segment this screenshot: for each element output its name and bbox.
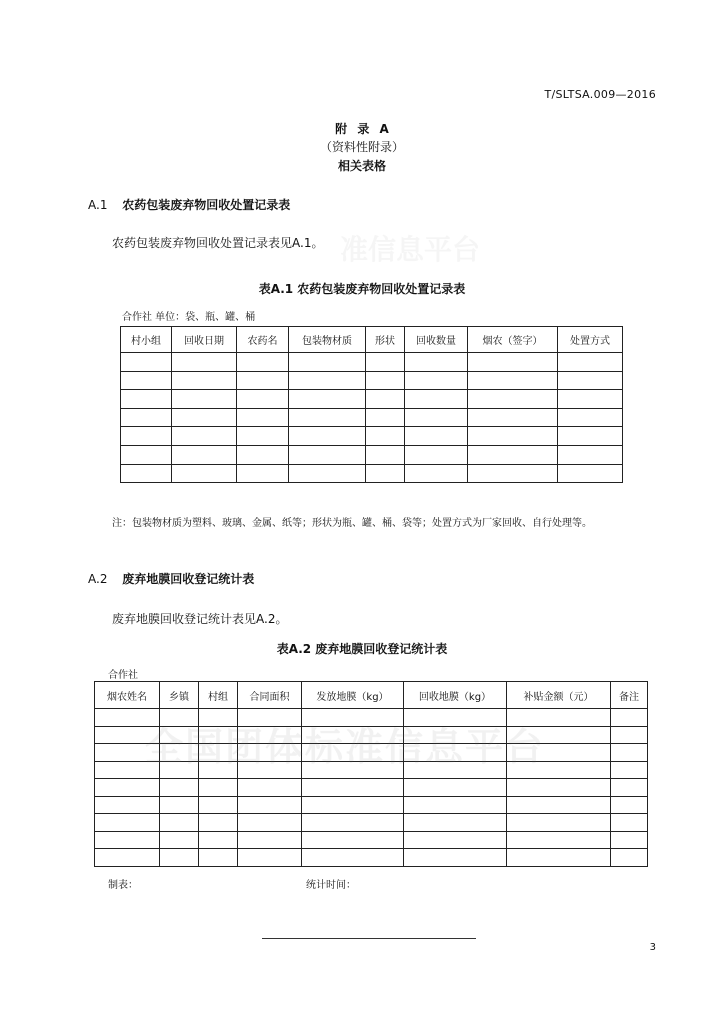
table-cell — [238, 849, 302, 867]
table-cell — [366, 371, 405, 390]
column-header: 村组 — [199, 682, 238, 709]
table-cell — [237, 353, 289, 372]
table-row — [121, 464, 623, 483]
table-cell — [289, 445, 366, 464]
column-header: 回收日期 — [172, 327, 237, 353]
table-cell — [302, 814, 404, 832]
table-cell — [121, 445, 172, 464]
section-a1-title: 农药包装废弃物回收处置记录表 — [122, 198, 291, 212]
column-header: 烟农姓名 — [95, 682, 160, 709]
table-row — [95, 849, 648, 867]
table-cell — [611, 814, 648, 832]
table-cell — [507, 779, 611, 797]
table-cell — [199, 779, 238, 797]
table-a2-subheader: 合作社 — [108, 670, 138, 681]
section-a2-title: 废弃地膜回收登记统计表 — [122, 572, 255, 586]
table-cell — [366, 353, 405, 372]
table-cell — [160, 779, 199, 797]
section-a1-heading — [88, 196, 290, 213]
table-cell — [172, 408, 237, 427]
table-cell — [172, 427, 237, 446]
table-cell — [611, 831, 648, 849]
table-cell — [95, 796, 160, 814]
table-cell — [404, 779, 507, 797]
column-header: 处置方式 — [558, 327, 623, 353]
table-cell — [160, 796, 199, 814]
table-cell — [302, 796, 404, 814]
table-cell — [237, 390, 289, 409]
table-row — [121, 408, 623, 427]
table-cell — [172, 371, 237, 390]
table-cell — [289, 427, 366, 446]
table-cell — [468, 390, 558, 409]
table-cell — [404, 814, 507, 832]
table-row — [121, 390, 623, 409]
table-a2-body — [95, 682, 648, 867]
table-cell — [160, 849, 199, 867]
appendix-name: 相关表格 — [337, 159, 386, 173]
table-cell — [172, 353, 237, 372]
table-cell — [558, 390, 623, 409]
table-cell — [468, 353, 558, 372]
section-a2-number: A.2 — [88, 572, 108, 586]
appendix-title: 附 录 A — [335, 122, 389, 136]
table-cell — [199, 849, 238, 867]
table-cell — [405, 427, 468, 446]
column-header: 备注 — [611, 682, 648, 709]
table-a1-caption: 表A.1 农药包装废弃物回收处置记录表 — [258, 282, 466, 296]
watermark-partial: 准信息平台 — [340, 233, 481, 266]
table-cell — [468, 427, 558, 446]
appendix-type: （资料性附录） — [319, 140, 404, 154]
table-cell — [366, 408, 405, 427]
table-cell — [237, 371, 289, 390]
column-header: 补贴金额（元） — [507, 682, 611, 709]
table-cell — [172, 464, 237, 483]
table-cell — [121, 408, 172, 427]
table-cell — [302, 849, 404, 867]
table-cell — [611, 744, 648, 762]
table-cell — [404, 796, 507, 814]
table-cell — [404, 831, 507, 849]
table-a1-note: 注：包装物材质为塑料、玻璃、金属、纸等；形状为瓶、罐、桶、袋等；处置方式为厂家回收、自行处理等。 — [112, 518, 592, 529]
column-header: 回收数量 — [405, 327, 468, 353]
section-a2-paragraph: 废弃地膜回收登记统计表见A.2。 — [112, 612, 288, 626]
section-a2-heading — [88, 570, 254, 587]
table-cell — [238, 814, 302, 832]
table-cell — [289, 408, 366, 427]
table-cell — [237, 427, 289, 446]
table-row — [121, 353, 623, 372]
table-cell — [302, 831, 404, 849]
table-cell — [366, 464, 405, 483]
table-a2 — [94, 681, 648, 867]
column-header: 包装物材质 — [289, 327, 366, 353]
table-cell — [405, 464, 468, 483]
table-cell — [238, 831, 302, 849]
column-header: 合同面积 — [238, 682, 302, 709]
table-cell — [611, 779, 648, 797]
column-header: 回收地膜（kg） — [404, 682, 507, 709]
table-row — [95, 814, 648, 832]
table-cell — [468, 445, 558, 464]
table-cell — [237, 408, 289, 427]
table-a1 — [120, 326, 623, 483]
table-cell — [366, 427, 405, 446]
table-cell — [611, 796, 648, 814]
table-cell — [238, 796, 302, 814]
table-cell — [366, 390, 405, 409]
table-cell — [289, 464, 366, 483]
table-cell — [172, 390, 237, 409]
table-a2-date-label: 统计时间： — [306, 880, 356, 891]
column-header: 农药名 — [237, 327, 289, 353]
table-a2-caption: 表A.2 废弃地膜回收登记统计表 — [276, 642, 448, 656]
table-cell — [289, 371, 366, 390]
table-cell — [199, 796, 238, 814]
table-cell — [238, 779, 302, 797]
table-cell — [611, 726, 648, 744]
table-row — [121, 445, 623, 464]
table-a2-maker-label: 制表： — [108, 880, 138, 891]
page-number: 3 — [649, 942, 656, 953]
table-a1-body — [121, 327, 623, 483]
table-cell — [611, 761, 648, 779]
table-cell — [558, 464, 623, 483]
table-cell — [404, 849, 507, 867]
table-cell — [160, 831, 199, 849]
table-cell — [121, 464, 172, 483]
table-cell — [558, 427, 623, 446]
table-cell — [121, 371, 172, 390]
table-cell — [95, 779, 160, 797]
table-cell — [160, 814, 199, 832]
table-cell — [558, 371, 623, 390]
table-cell — [95, 849, 160, 867]
table-a2-header-row — [95, 682, 648, 709]
table-cell — [237, 464, 289, 483]
table-cell — [289, 390, 366, 409]
standard-number: T/SLTSA.009—2016 — [544, 88, 656, 101]
table-cell — [468, 408, 558, 427]
table-cell — [558, 353, 623, 372]
table-cell — [558, 445, 623, 464]
table-a1-subheader: 合作社 单位：袋、瓶、罐、桶 — [122, 312, 256, 323]
footer-divider — [262, 938, 476, 939]
table-cell — [405, 353, 468, 372]
column-header: 村小组 — [121, 327, 172, 353]
watermark: 全国团体标准信息平台 — [145, 725, 546, 769]
table-cell — [302, 779, 404, 797]
table-row — [121, 371, 623, 390]
table-cell — [121, 427, 172, 446]
table-cell — [121, 353, 172, 372]
table-row — [95, 796, 648, 814]
table-cell — [199, 814, 238, 832]
table-row — [95, 779, 648, 797]
table-cell — [507, 831, 611, 849]
table-cell — [237, 445, 289, 464]
table-cell — [405, 408, 468, 427]
table-cell — [611, 709, 648, 727]
table-cell — [507, 814, 611, 832]
table-cell — [199, 831, 238, 849]
table-a1-header-row — [121, 327, 623, 353]
table-cell — [289, 353, 366, 372]
column-header: 乡镇 — [160, 682, 199, 709]
table-cell — [558, 408, 623, 427]
table-cell — [507, 849, 611, 867]
column-header: 发放地膜（kg） — [302, 682, 404, 709]
table-cell — [121, 390, 172, 409]
table-row — [121, 427, 623, 446]
table-cell — [507, 796, 611, 814]
table-cell — [95, 831, 160, 849]
section-a1-number: A.1 — [88, 198, 108, 212]
table-cell — [405, 371, 468, 390]
table-cell — [611, 849, 648, 867]
table-cell — [172, 445, 237, 464]
column-header: 形状 — [366, 327, 405, 353]
table-cell — [366, 445, 405, 464]
section-a1-paragraph: 农药包装废弃物回收处置记录表见A.1。 — [112, 236, 324, 250]
table-cell — [468, 464, 558, 483]
table-cell — [405, 445, 468, 464]
column-header: 烟农（签字） — [468, 327, 558, 353]
table-cell — [468, 371, 558, 390]
table-row — [95, 831, 648, 849]
table-cell — [95, 814, 160, 832]
table-cell — [405, 390, 468, 409]
